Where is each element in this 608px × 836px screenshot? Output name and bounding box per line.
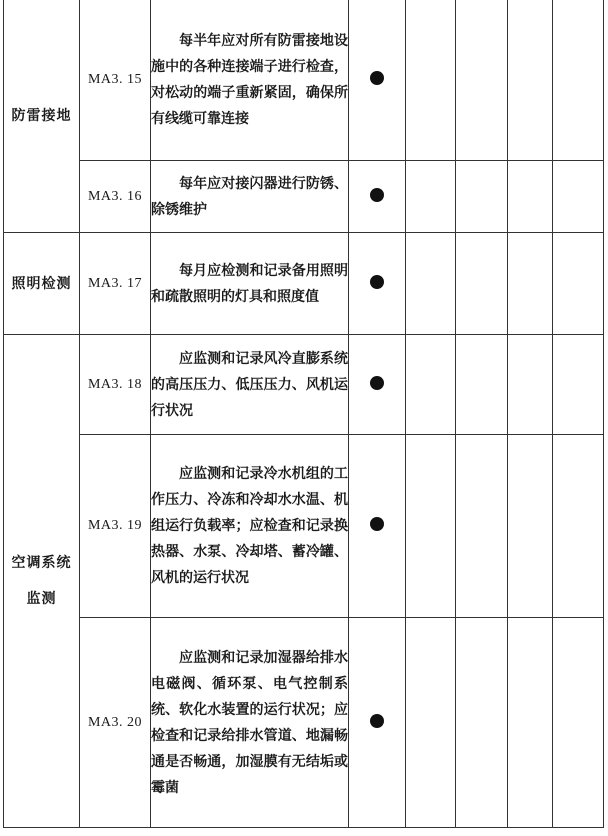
empty-cell: [406, 0, 456, 161]
item-description: 每半年应对所有防雷接地设施中的各种连接端子进行检查，对松动的端子重新紧固，确保所有线缆可靠连接: [151, 0, 349, 161]
required-mark-cell: [349, 233, 406, 335]
empty-cell: [553, 233, 604, 335]
table-row: [4, 0, 604, 161]
empty-cell: [456, 335, 508, 435]
empty-cell: [406, 435, 456, 618]
item-description: 应监测和记录加湿器给排水电磁阀、循环泵、电气控制系统、软化水装置的运行状况；应检查和记录给排水管道、地漏畅通是否畅通，加湿膜有无结垢或霉菌: [151, 618, 349, 828]
table-row: [4, 435, 604, 618]
required-mark-cell: [349, 335, 406, 435]
empty-cell: [508, 161, 553, 233]
item-description: 应监测和记录风冷直膨系统的高压压力、低压压力、风机运行状况: [151, 335, 349, 435]
empty-cell: [456, 161, 508, 233]
empty-cell: [508, 335, 553, 435]
empty-cell: [508, 618, 553, 828]
maintenance-spec-table: [3, 0, 604, 828]
table-row: [4, 618, 604, 828]
filled-circle-icon: [370, 376, 384, 390]
empty-cell: [508, 233, 553, 335]
required-mark-cell: [349, 435, 406, 618]
item-description: 每月应检测和记录备用照明和疏散照明的灯具和照度值: [151, 233, 349, 335]
empty-cell: [553, 618, 604, 828]
category-lighting-inspection: 照明检测: [4, 233, 80, 335]
empty-cell: [553, 435, 604, 618]
item-code: MA3. 15: [80, 0, 151, 161]
required-mark-cell: [349, 0, 406, 161]
empty-cell: [406, 161, 456, 233]
filled-circle-icon: [370, 517, 384, 531]
empty-cell: [456, 435, 508, 618]
empty-cell: [508, 0, 553, 161]
empty-cell: [406, 335, 456, 435]
empty-cell: [553, 0, 604, 161]
empty-cell: [406, 233, 456, 335]
item-code: MA3. 18: [80, 335, 151, 435]
category-lightning-protection: 防雷接地: [4, 0, 80, 233]
filled-circle-icon: [370, 71, 384, 85]
item-description: 每年应对接闪器进行防锈、除锈维护: [151, 161, 349, 233]
filled-circle-icon: [370, 714, 384, 728]
category-hvac-monitoring: 空调系统监测: [4, 335, 80, 828]
required-mark-cell: [349, 618, 406, 828]
empty-cell: [456, 618, 508, 828]
filled-circle-icon: [370, 188, 384, 202]
empty-cell: [508, 435, 553, 618]
item-description: 应监测和记录冷水机组的工作压力、冷冻和冷却水水温、机组运行负载率；应检查和记录换热器、水泵、冷却塔、蓄冷罐、风机的运行状况: [151, 435, 349, 618]
empty-cell: [406, 618, 456, 828]
required-mark-cell: [349, 161, 406, 233]
empty-cell: [553, 335, 604, 435]
empty-cell: [553, 161, 604, 233]
item-code: MA3. 20: [80, 618, 151, 828]
table-row: [4, 161, 604, 233]
filled-circle-icon: [370, 275, 384, 289]
item-code: MA3. 17: [80, 233, 151, 335]
item-code: MA3. 16: [80, 161, 151, 233]
item-code: MA3. 19: [80, 435, 151, 618]
table-row: [4, 335, 604, 435]
table-row: [4, 233, 604, 335]
empty-cell: [456, 233, 508, 335]
empty-cell: [456, 0, 508, 161]
